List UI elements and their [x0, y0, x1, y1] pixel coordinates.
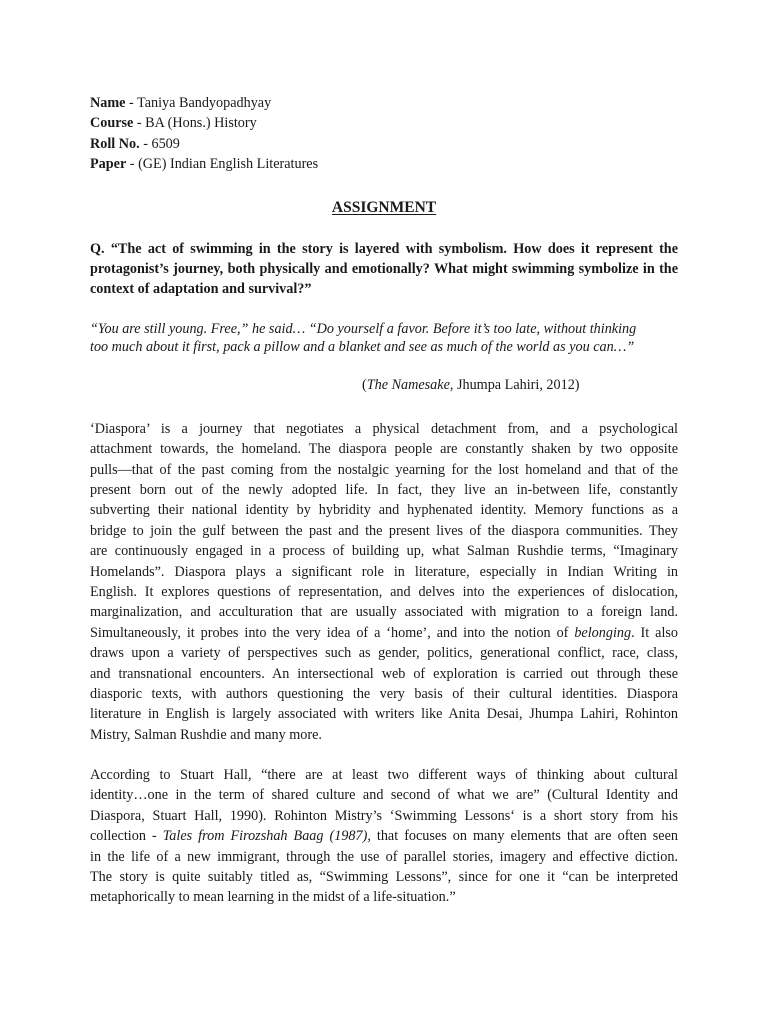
- paragraph-line: According to Stuart Hall, “there are at least two different ways of thinking about cultural: [90, 767, 678, 784]
- paragraph-line: Diaspora, Stuart Hall, 1990). Rohinton Mistry’s ‘Swimming Lessons‘ is a short story from his: [90, 807, 678, 824]
- citation-rest: , Jhumpa Lahiri, 2012): [449, 376, 580, 393]
- paragraph-line: identity…one in the term of shared culture and second of what we are” (Cultural Identity and: [90, 787, 678, 804]
- paragraph-line: bridge to join the gulf between the past and the present lives of the diaspora communities. They: [90, 522, 678, 539]
- paragraph-line: subverting their national identity by hybridity and hyphenated identity. Memory functions as a: [90, 502, 678, 519]
- paragraph-line: pulls—that of the past coming from the nostalgic yearning for the lost homeland and that of the: [90, 461, 678, 478]
- course-label: Course: [90, 115, 134, 132]
- name-label: Name: [90, 95, 126, 111]
- paragraph-line: diasporic texts, with authors questioning the very basis of their cultural identities. Diaspora: [90, 685, 678, 702]
- line-text: . It also: [631, 624, 678, 641]
- paragraph-line: literature in English is largely associated with writers like Anita Desai, Jhumpa Lahiri, Rohinton: [90, 706, 678, 723]
- line-text: that focuses on many elements that are often seen: [370, 828, 678, 845]
- paragraph-line: Homelands”. Diaspora plays a significant role in literature, especially in Indian Writing in: [90, 563, 678, 580]
- roll-line: [90, 134, 678, 154]
- roll-value: - 6509: [139, 135, 180, 152]
- course-value: - BA (Hons.) History: [133, 115, 257, 132]
- paragraph-line: draws upon a variety of perspectives such as gender, politics, generational conflict, race, class,: [90, 645, 678, 662]
- paragraph-line: metaphorically to mean learning in the midst of a life-situation.”: [90, 889, 456, 906]
- paper-line: [90, 154, 678, 174]
- paragraph-line: and transnational encounters. An intersectional web of exploration is carried out through these: [90, 665, 678, 682]
- citation-title: The Namesake: [366, 376, 450, 393]
- epigraph-quote: [90, 320, 678, 356]
- line-text: collection -: [90, 828, 163, 845]
- paragraph-stuart-hall: [90, 765, 678, 908]
- citation-open: (: [362, 376, 367, 393]
- paragraph-line: attachment towards, the homeland. The diaspora people are constantly shaken by two opposite: [90, 441, 678, 458]
- line-text: Simultaneously, it probes into the very idea of a ‘home’, and into the notion of: [90, 624, 575, 641]
- paragraph-line: English. It explores questions of representation, and delves into the experiences of dislocation,: [90, 583, 678, 600]
- paragraph-line: Mistry, Salman Rushdie and many more.: [90, 726, 322, 743]
- paragraph-line: in the life of a new immigrant, through the use of parallel stories, imagery and effective diction.: [90, 848, 678, 865]
- paragraph-line: are continuously engaged in a process of building up, what Salman Rushdie terms, “Imaginary: [90, 543, 678, 560]
- paragraph-line: ‘Diaspora’ is a journey that negotiates a physical detachment from, and a psychological: [90, 420, 678, 437]
- paper-label: Paper: [90, 156, 127, 173]
- header-block: [90, 93, 678, 175]
- epigraph-citation: [362, 375, 678, 395]
- course-line: [90, 113, 678, 133]
- assignment-question: Q. “The act of swimming in the story is layered with symbolism. How does it represent the protagonist’s journey, both physically and emotionally? What might swimming symbolize in the context of adaptation and survival?”: [90, 240, 678, 298]
- name-value: - Taniya Bandyopadhyay: [125, 95, 272, 111]
- paragraph-diaspora: [90, 419, 678, 745]
- epigraph-line-1: “You are still young. Free,” he said… “Do yourself a favor. Before it’s too late, without thinking: [90, 320, 637, 337]
- paragraph-line: The story is quite suitably titled as, “Swimming Lessons”, since for one it “can be interpreted: [90, 869, 678, 886]
- paragraph-line-collection: [90, 826, 678, 846]
- paragraph-line: marginalization, and acculturation that are usually associated with migration to a foreign land.: [90, 604, 678, 621]
- roll-label: Roll No.: [90, 135, 140, 152]
- epigraph-line-2: too much about it first, pack a pillow and a blanket and see as much of the world as you can…”: [90, 338, 635, 355]
- paper-value: - (GE) Indian English Literatures: [126, 156, 319, 173]
- document-page: [90, 93, 678, 908]
- assignment-title: ASSIGNMENT: [331, 198, 437, 216]
- paragraph-line-belonging: [90, 623, 678, 643]
- paragraph-line: present born out of the newly adopted life. In fact, they live an in-between life, constantly: [90, 482, 678, 499]
- name-line: [90, 93, 678, 113]
- emphasis-book-title: Tales from Firozshah Baag (1987),: [162, 828, 371, 845]
- emphasis-belonging: belonging: [574, 624, 632, 641]
